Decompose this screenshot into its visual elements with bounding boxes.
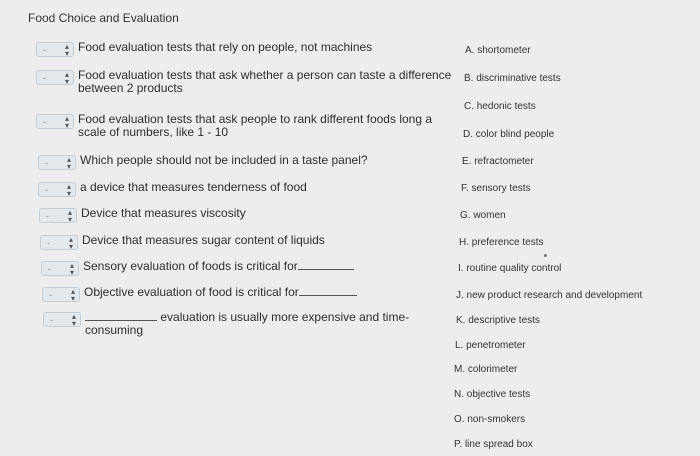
select-arrows-icon: ▴ ▾ bbox=[66, 181, 71, 198]
question-row bbox=[42, 286, 357, 302]
answer-blank bbox=[298, 268, 354, 270]
stray-dot bbox=[544, 254, 547, 257]
select-arrows-icon: ▴ ▾ bbox=[64, 113, 69, 130]
question-row bbox=[36, 41, 372, 57]
option-item: C. hedonic tests bbox=[464, 101, 536, 112]
question-row bbox=[40, 234, 325, 250]
question-text: Which people should not be included in a taste panel? bbox=[80, 153, 368, 167]
question-row bbox=[43, 311, 409, 337]
question-row bbox=[38, 181, 307, 197]
option-item: O. non-smokers bbox=[454, 414, 526, 425]
answer-select[interactable]: - ▴ ▾ bbox=[41, 261, 79, 276]
option-item: D. color blind people bbox=[463, 129, 555, 140]
answer-select[interactable]: - ▴ ▾ bbox=[38, 182, 76, 197]
answer-blank bbox=[299, 294, 357, 296]
option-item: I. routine quality control bbox=[458, 263, 562, 274]
answer-select[interactable]: - ▴ ▾ bbox=[40, 235, 78, 250]
select-arrows-icon: ▴ ▾ bbox=[64, 69, 69, 86]
option-item: K. descriptive tests bbox=[456, 315, 540, 326]
answer-select[interactable]: - ▴ ▾ bbox=[43, 312, 81, 327]
option-item: A. shortometer bbox=[465, 45, 531, 56]
select-arrows-icon: ▴ ▾ bbox=[70, 286, 75, 303]
option-item: B. discriminative tests bbox=[464, 73, 561, 84]
question-text: a device that measures tenderness of food bbox=[80, 180, 307, 194]
option-item: J. new product research and development bbox=[456, 290, 643, 301]
question-row bbox=[38, 154, 368, 170]
question-text: Objective evaluation of food is critical for bbox=[84, 286, 357, 299]
question-text: Food evaluation tests that rely on people, not machines bbox=[78, 40, 373, 54]
option-item: E. refractometer bbox=[462, 156, 534, 167]
answer-select[interactable]: - ▴ ▾ bbox=[36, 42, 74, 57]
question-row bbox=[36, 69, 451, 95]
select-arrows-icon: ▴ ▾ bbox=[69, 260, 74, 277]
option-item: N. objective tests bbox=[454, 389, 531, 400]
question-text: evaluation is usually more expensive and time- consuming bbox=[85, 310, 410, 337]
select-arrows-icon: ▴ ▾ bbox=[71, 311, 76, 328]
question-row bbox=[39, 207, 246, 223]
question-text: Food evaluation tests that ask people to rank different foods long a scale of numbers, like 1 - 10 bbox=[78, 112, 433, 139]
select-arrows-icon: ▴ ▾ bbox=[66, 154, 71, 171]
option-item: L. penetrometer bbox=[455, 340, 526, 351]
select-arrows-icon: ▴ ▾ bbox=[68, 234, 73, 251]
answer-select[interactable]: - ▴ ▾ bbox=[36, 70, 74, 85]
select-arrows-icon: ▴ ▾ bbox=[67, 207, 72, 224]
option-item: F. sensory tests bbox=[461, 183, 531, 194]
question-row bbox=[36, 113, 432, 139]
option-item: M. colorimeter bbox=[454, 364, 518, 375]
question-text: Sensory evaluation of foods is critical for bbox=[83, 260, 354, 273]
question-row bbox=[41, 260, 354, 276]
answer-select[interactable]: - ▴ ▾ bbox=[39, 208, 77, 223]
option-item: P. line spread box bbox=[454, 439, 533, 450]
answer-blank bbox=[85, 319, 157, 321]
answer-select[interactable]: - ▴ ▾ bbox=[38, 155, 76, 170]
question-text: Device that measures viscosity bbox=[81, 206, 246, 220]
option-item: H. preference tests bbox=[459, 237, 544, 248]
select-arrows-icon: ▴ ▾ bbox=[64, 41, 69, 58]
answer-select[interactable]: - ▴ ▾ bbox=[42, 287, 80, 302]
answer-select[interactable]: - ▴ ▾ bbox=[36, 114, 74, 129]
question-text: Device that measures sugar content of liquids bbox=[82, 233, 325, 247]
option-item: G. women bbox=[460, 210, 506, 221]
question-text: Food evaluation tests that ask whether a person can taste a difference between 2 products bbox=[78, 68, 452, 95]
page-title: Food Choice and Evaluation bbox=[28, 11, 179, 25]
